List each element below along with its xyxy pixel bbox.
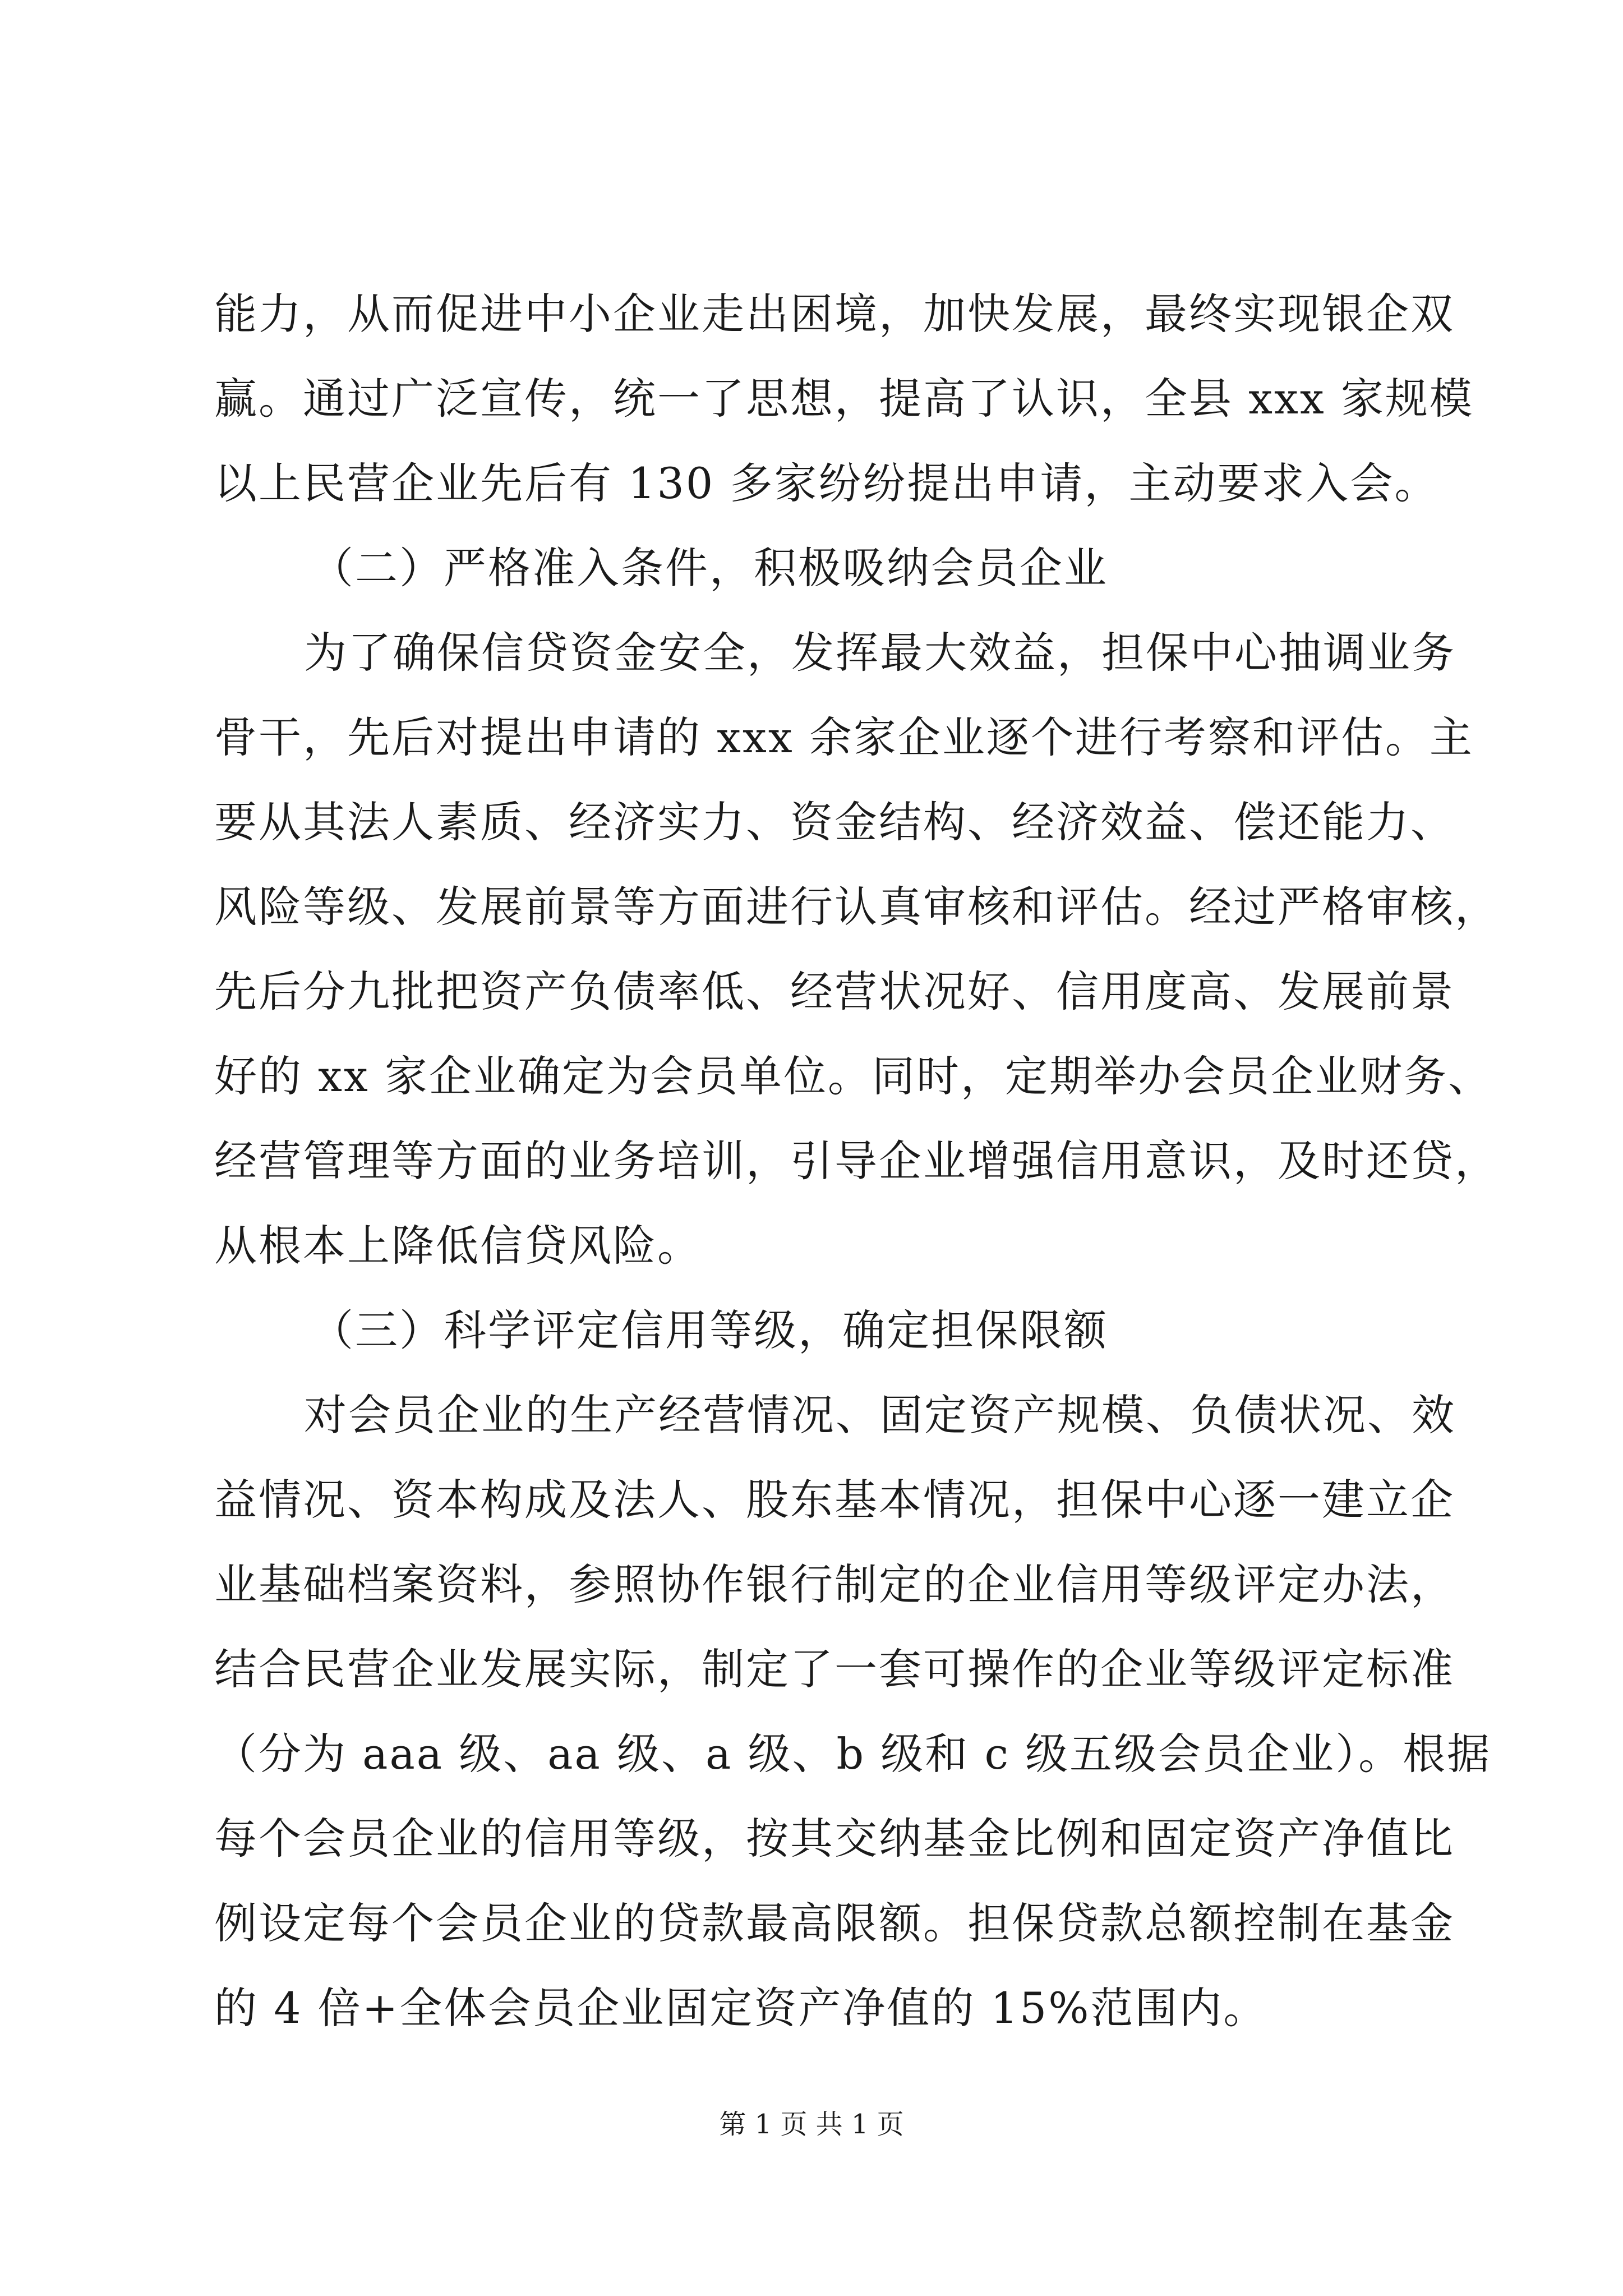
section-heading: （二）严格准入条件，积极吸纳会员企业 — [311, 543, 1108, 593]
paragraph-line: 要从其法人素质、经济实力、资金结构、经济效益、偿还能力、 — [214, 797, 1455, 847]
paragraph-line: 骨干，先后对提出申请的 xxx 余家企业逐个进行考察和评估。主 — [214, 712, 1474, 762]
section-heading: （三）科学评定信用等级，确定担保限额 — [311, 1305, 1108, 1355]
page-footer: 第 1 页 共 1 页 — [719, 2109, 904, 2140]
paragraph-line: 结合民营企业发展实际，制定了一套可操作的企业等级评定标准 — [214, 1644, 1455, 1694]
paragraph-line: 好的 xx 家企业确定为会员单位。同时，定期举办会员企业财务、 — [214, 1051, 1493, 1101]
paragraph-line: 为了确保信贷资金安全，发挥最大效益，担保中心抽调业务 — [304, 628, 1456, 678]
paragraph-line: （分为 aaa 级、aa 级、a 级、b 级和 c 级五级会员企业）。根据 — [214, 1729, 1492, 1779]
paragraph-line: 以上民营企业先后有 130 多家纷纷提出申请，主动要求入会。 — [214, 458, 1439, 508]
paragraph-line: 对会员企业的生产经营情况、固定资产规模、负债状况、效 — [304, 1390, 1456, 1440]
paragraph-line: 每个会员企业的信用等级，按其交纳基金比例和固定资产净值比 — [214, 1814, 1455, 1864]
paragraph-line: 从根本上降低信贷风险。 — [214, 1221, 702, 1271]
paragraph-line: 先后分九批把资产负债率低、经营状况好、信用度高、发展前景 — [214, 967, 1455, 1016]
paragraph-line: 风险等级、发展前景等方面进行认真审核和评估。经过严格审核， — [214, 882, 1499, 932]
paragraph-line: 经营管理等方面的业务培训，引导企业增强信用意识，及时还贷， — [214, 1136, 1499, 1186]
paragraph-line: 益情况、资本构成及法人、股东基本情况，担保中心逐一建立企 — [214, 1475, 1455, 1525]
paragraph-line: 赢。通过广泛宣传，统一了思想，提高了认识，全县 xxx 家规模 — [214, 374, 1474, 424]
paragraph-line: 业基础档案资料，参照协作银行制定的企业信用等级评定办法， — [214, 1559, 1455, 1609]
paragraph-line: 能力，从而促进中小企业走出困境，加快发展，最终实现银企双 — [214, 289, 1455, 339]
paragraph-line: 的 4 倍+全体会员企业固定资产净值的 15%范围内。 — [214, 1983, 1268, 2033]
paragraph-line: 例设定每个会员企业的贷款最高限额。担保贷款总额控制在基金 — [214, 1898, 1455, 1948]
